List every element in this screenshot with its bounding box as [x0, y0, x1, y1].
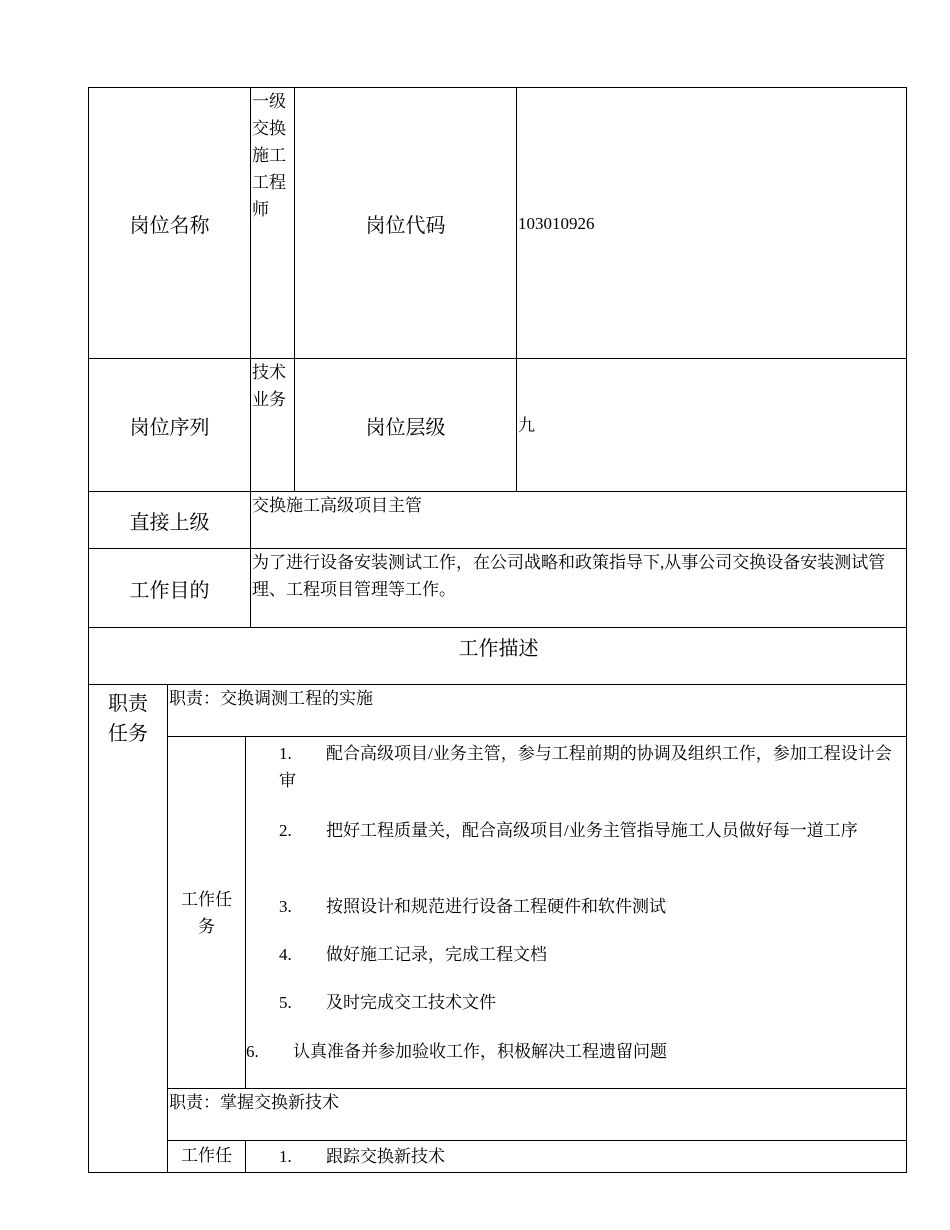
- task-list: [245, 736, 907, 1088]
- task-item: 1. 跟踪交换新技术: [279, 1147, 445, 1166]
- value-direct-superior: 交换施工高级项目主管: [250, 491, 907, 548]
- label-position-level: 岗位层级: [294, 358, 516, 491]
- value-position-code: 103010926: [516, 88, 907, 358]
- label-position-code: 岗位代码: [294, 88, 516, 358]
- task-item: 1. 配合高级项目/业务主管，参与工程前期的协调及组织工作，参加工程设计会审: [279, 744, 892, 790]
- label-work-purpose: 工作目的: [89, 548, 250, 627]
- label-work-tasks: 工作任: [167, 1140, 245, 1173]
- task-item: 6. 认真准备并参加验收工作，积极解决工程遗留问题: [246, 1042, 667, 1061]
- section-work-description: 工作描述: [89, 627, 907, 684]
- task-item: 4. 做好施工记录，完成工程文档: [279, 945, 547, 964]
- value-position-sequence: 技术业务: [250, 358, 294, 491]
- label-position-title: 岗位名称: [129, 214, 210, 237]
- label-position-sequence: 岗位序列: [89, 358, 250, 491]
- value-position-title: 一级交换施工工程师: [250, 88, 294, 358]
- task-item: 5. 及时完成交工技术文件: [279, 993, 496, 1012]
- value-work-purpose: 为了进行设备安装测试工作，在公司战略和政策指导下,从事公司交换设备安装测试管理、工程项目管理等工作。: [250, 548, 907, 627]
- job-description-table: [88, 87, 907, 1173]
- label-duties-tasks: 职责任务: [89, 684, 167, 1173]
- task-item: 2. 把好工程质量关，配合高级项目/业务主管指导施工人员做好每一道工序: [279, 821, 858, 840]
- task-list: [245, 1140, 907, 1173]
- duty-title: 职责：掌握交换新技术: [167, 1088, 907, 1140]
- label-work-tasks: 工作任务: [167, 736, 245, 1088]
- task-item: 3. 按照设计和规范进行设备工程硬件和软件测试: [279, 897, 666, 916]
- duty-title: 职责：交换调测工程的实施: [167, 684, 907, 736]
- value-position-level: 九: [516, 358, 907, 491]
- label-direct-superior: 直接上级: [89, 491, 250, 548]
